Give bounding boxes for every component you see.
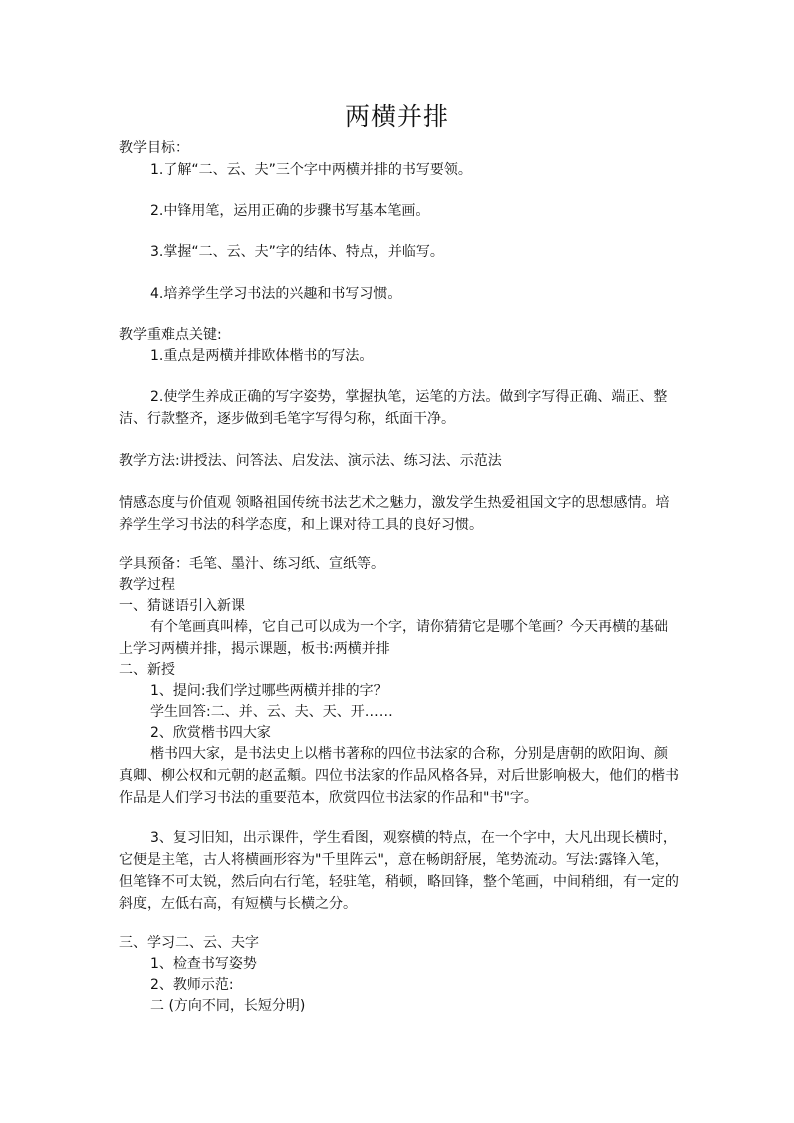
- section-item: 二 (方向不同，长短分明): [150, 998, 306, 1014]
- objective-item: 3.掌握“二、云、夫”字的结体、特点，并临写。: [150, 244, 444, 260]
- teaching-methods: 教学方法:讲授法、问答法、启发法、演示法、练习法、示范法: [119, 453, 502, 469]
- section-heading: 三、学习二、云、夫字: [119, 935, 259, 951]
- section-item: 2、教师示范:: [150, 977, 234, 993]
- section-paragraph: 有个笔画真叫棒，它自己可以成为一个字，请你猜猜它是哪个笔画？今天再横的基础上学习两横并排，揭示课题，板书:两横并排: [119, 619, 668, 657]
- section-paragraph: 楷书四大家，是书法史上以楷书著称的四位书法家的合称，分别是唐朝的欧阳询、颜真卿、柳公权和元朝的赵孟頫。四位书法家的作品风格各异，对后世影响极大，他们的楷书作品是人们学习书法的重要范本，欣赏四位书法家的作品和"书"字。: [119, 746, 679, 806]
- objective-item: 4.培养学生学习书法的兴趣和书写习惯。: [150, 286, 402, 302]
- section-item: 1、提问:我们学过哪些两横并排的字？: [150, 683, 388, 699]
- key-point-item: 1.重点是两横并排欧体楷书的写法。: [150, 348, 374, 364]
- key-point-item: 2.使学生养成正确的写字姿势，掌握执笔，运笔的方法。做到字写得正确、端正、整洁、行款整齐，逐步做到毛笔字写得匀称，纸面干净。: [119, 389, 668, 427]
- section-heading: 二、新授: [119, 662, 175, 678]
- section-item: 1、检查书写姿势: [150, 956, 257, 972]
- page-title: 两横并排: [344, 102, 449, 131]
- materials: 学具预备：毛笔、墨汁、练习纸、宣纸等。: [119, 556, 385, 572]
- objectives-heading: 教学目标：: [119, 140, 189, 156]
- section-item: 2、欣赏楷书四大家: [150, 725, 271, 741]
- emotional-attitude: 情感态度与价值观 领略祖国传统书法艺术之魅力，激发学生热爱祖国文字的思想感情。培养学生学习书法的科学态度，和上课对待工具的良好习惯。: [119, 495, 670, 533]
- objective-item: 1.了解“二、云、夫”三个字中两横并排的书写要领。: [150, 162, 472, 178]
- section-paragraph: 3、复习旧知，出示课件，学生看图，观察横的特点，在一个字中，大凡出现长横时，它便是主笔，古人将横画形容为"千里阵云"，意在畅朗舒展，笔势流动。写法:露锋入笔，但笔锋不可太锐，然后向右行笔，轻驻笔，稍顿，略回锋，整个笔画，中间稍细，有一定的斜度，左低右高，有短横与长横之分。: [119, 830, 679, 912]
- objective-item: 2.中锋用笔，运用正确的步骤书写基本笔画。: [150, 203, 430, 219]
- section-heading: 一、猜谜语引入新课: [119, 598, 245, 614]
- section-item: 学生回答:二、并、云、夫、天、开……: [150, 704, 393, 720]
- process-heading: 教学过程: [119, 577, 175, 593]
- key-points-heading: 教学重难点关键:: [119, 327, 222, 343]
